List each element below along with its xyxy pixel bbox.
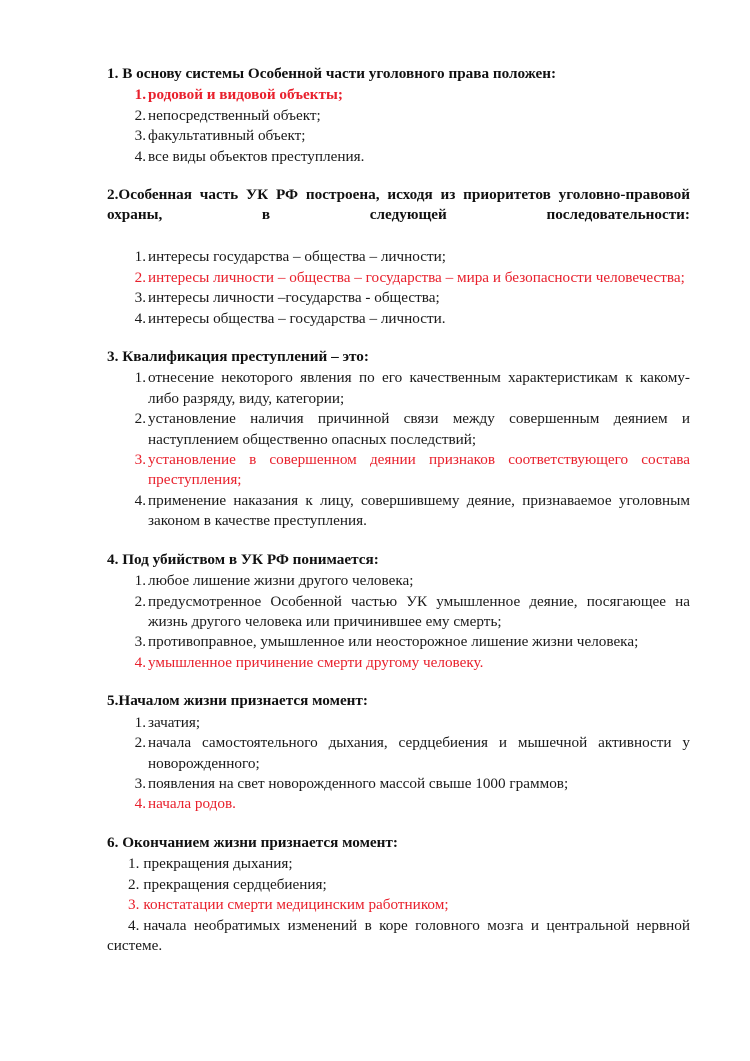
answer-option-correct[interactable] xyxy=(107,895,690,915)
question-heading: 3. Квалификация преступлений – это: xyxy=(107,347,369,365)
answer-number: 2. xyxy=(134,734,146,752)
answer-number: 2. xyxy=(134,410,146,428)
answer-option-correct[interactable] xyxy=(107,794,690,814)
question-heading: 6. Окончанием жизни признается момент: xyxy=(107,833,398,851)
answer-option[interactable] xyxy=(107,916,690,957)
question-heading: 4. Под убийством в УК РФ понимается: xyxy=(107,550,379,568)
answer-number: 3. xyxy=(134,451,146,469)
answer-text: начала родов. xyxy=(148,795,236,813)
answer-number: 1. xyxy=(134,713,146,731)
answer-option[interactable] xyxy=(107,409,690,450)
answer-number: 1. xyxy=(134,86,146,104)
answer-option[interactable] xyxy=(107,733,690,774)
question-heading: 2.Особенная часть УК РФ построена, исходя из приоритетов уголовно-правовой охраны, в следующей последовательности: xyxy=(107,186,690,224)
answer-text: интересы государства – общества – личности; xyxy=(148,248,447,266)
answer-list xyxy=(107,85,690,167)
answer-option-correct[interactable] xyxy=(107,653,690,673)
answer-number: 2. xyxy=(128,875,140,893)
answer-number: 3. xyxy=(134,289,146,307)
answer-text: интересы личности –государства - общества; xyxy=(148,289,440,307)
answer-text: начала самостоятельного дыхания, сердцебиения и мышечной активности у новорожденного; xyxy=(148,734,690,772)
answer-option[interactable] xyxy=(107,632,690,652)
answer-list xyxy=(107,854,690,956)
answer-option[interactable] xyxy=(107,875,690,895)
answer-option[interactable] xyxy=(107,247,690,267)
answer-text: констатации смерти медицинским работником; xyxy=(143,896,449,914)
answer-number: 4. xyxy=(134,309,146,327)
answer-number: 4. xyxy=(128,916,140,934)
answer-text: применение наказания к лицу, совершившему деяние, признаваемое уголовным законом в качестве преступления. xyxy=(148,491,690,530)
answer-number: 1. xyxy=(134,572,146,590)
question-block xyxy=(107,347,690,532)
answer-number: 3. xyxy=(134,127,146,145)
answer-option[interactable] xyxy=(107,713,690,733)
answer-text: интересы личности – общества – государства – мира и безопасности человечества; xyxy=(148,268,685,286)
answer-number: 3. xyxy=(134,775,146,793)
answer-text: отнесение некоторого явления по его качественным характеристикам к какому-либо разряду, виду, категории; xyxy=(148,369,690,407)
answer-number: 2. xyxy=(134,106,146,124)
document-body xyxy=(107,64,690,956)
answer-number: 4. xyxy=(134,795,146,813)
answer-option[interactable] xyxy=(107,592,690,633)
answer-option[interactable] xyxy=(107,571,690,591)
question-heading: 1. В основу системы Особенной части уголовного права положен: xyxy=(107,65,557,82)
answer-number: 2. xyxy=(134,592,146,610)
answer-list xyxy=(107,247,690,329)
answer-text: непосредственный объект; xyxy=(148,106,321,124)
answer-number: 3. xyxy=(128,896,140,914)
question-block xyxy=(107,691,690,815)
answer-list xyxy=(107,571,690,673)
answer-text: начала необратимых изменений в коре головного мозга и центральной нервной системе. xyxy=(107,916,690,954)
answer-option[interactable] xyxy=(107,491,690,532)
answer-number: 4. xyxy=(134,491,146,509)
answer-text: интересы общества – государства – личности. xyxy=(148,309,446,327)
answer-text: умышленное причинение смерти другому человеку. xyxy=(148,653,484,671)
answer-text: прекращения сердцебиения; xyxy=(143,875,327,893)
answer-option-correct[interactable] xyxy=(107,268,690,288)
answer-text: появления на свет новорожденного массой свыше 1000 граммов; xyxy=(148,775,569,793)
answer-option-correct[interactable] xyxy=(107,85,690,105)
answer-option[interactable] xyxy=(107,774,690,794)
answer-list xyxy=(107,713,690,815)
question-block xyxy=(107,833,690,957)
answer-text: установление наличия причинной связи между совершенным деянием и наступлением общественно опасных последствий; xyxy=(148,410,690,448)
answer-number: 1. xyxy=(134,369,146,387)
answer-option[interactable] xyxy=(107,147,690,167)
answer-text: противоправное, умышленное или неосторожное лишение жизни человека; xyxy=(148,633,639,651)
answer-option[interactable] xyxy=(107,288,690,308)
answer-option[interactable] xyxy=(107,106,690,126)
answer-number: 3. xyxy=(134,633,146,651)
answer-text: все виды объектов преступления. xyxy=(148,147,365,165)
question-block xyxy=(107,185,690,329)
question-block xyxy=(107,550,690,674)
answer-option[interactable] xyxy=(107,368,690,409)
answer-text: любое лишение жизни другого человека; xyxy=(148,572,414,590)
answer-number: 4. xyxy=(134,147,146,165)
answer-number: 1. xyxy=(134,248,146,266)
answer-text: прекращения дыхания; xyxy=(143,855,293,873)
answer-text: зачатия; xyxy=(148,713,201,731)
answer-text: предусмотренное Особенной частью УК умышленное деяние, посягающее на жизнь другого человека или причинившее ему смерть; xyxy=(148,592,690,631)
answer-option[interactable] xyxy=(107,309,690,329)
answer-number: 4. xyxy=(134,653,146,671)
question-block xyxy=(107,64,690,167)
question-heading: 5.Началом жизни признается момент: xyxy=(107,692,368,710)
answer-text: установление в совершенном деянии признаков соответствующего состава преступления; xyxy=(148,451,690,489)
answer-option-correct[interactable] xyxy=(107,450,690,491)
answer-number: 2. xyxy=(134,268,146,286)
answer-option[interactable] xyxy=(107,126,690,146)
answer-option[interactable] xyxy=(107,854,690,874)
answer-list xyxy=(107,368,690,532)
answer-number: 1. xyxy=(128,855,140,873)
answer-text: родовой и видовой объекты; xyxy=(148,86,343,104)
answer-text: факультативный объект; xyxy=(148,127,306,145)
